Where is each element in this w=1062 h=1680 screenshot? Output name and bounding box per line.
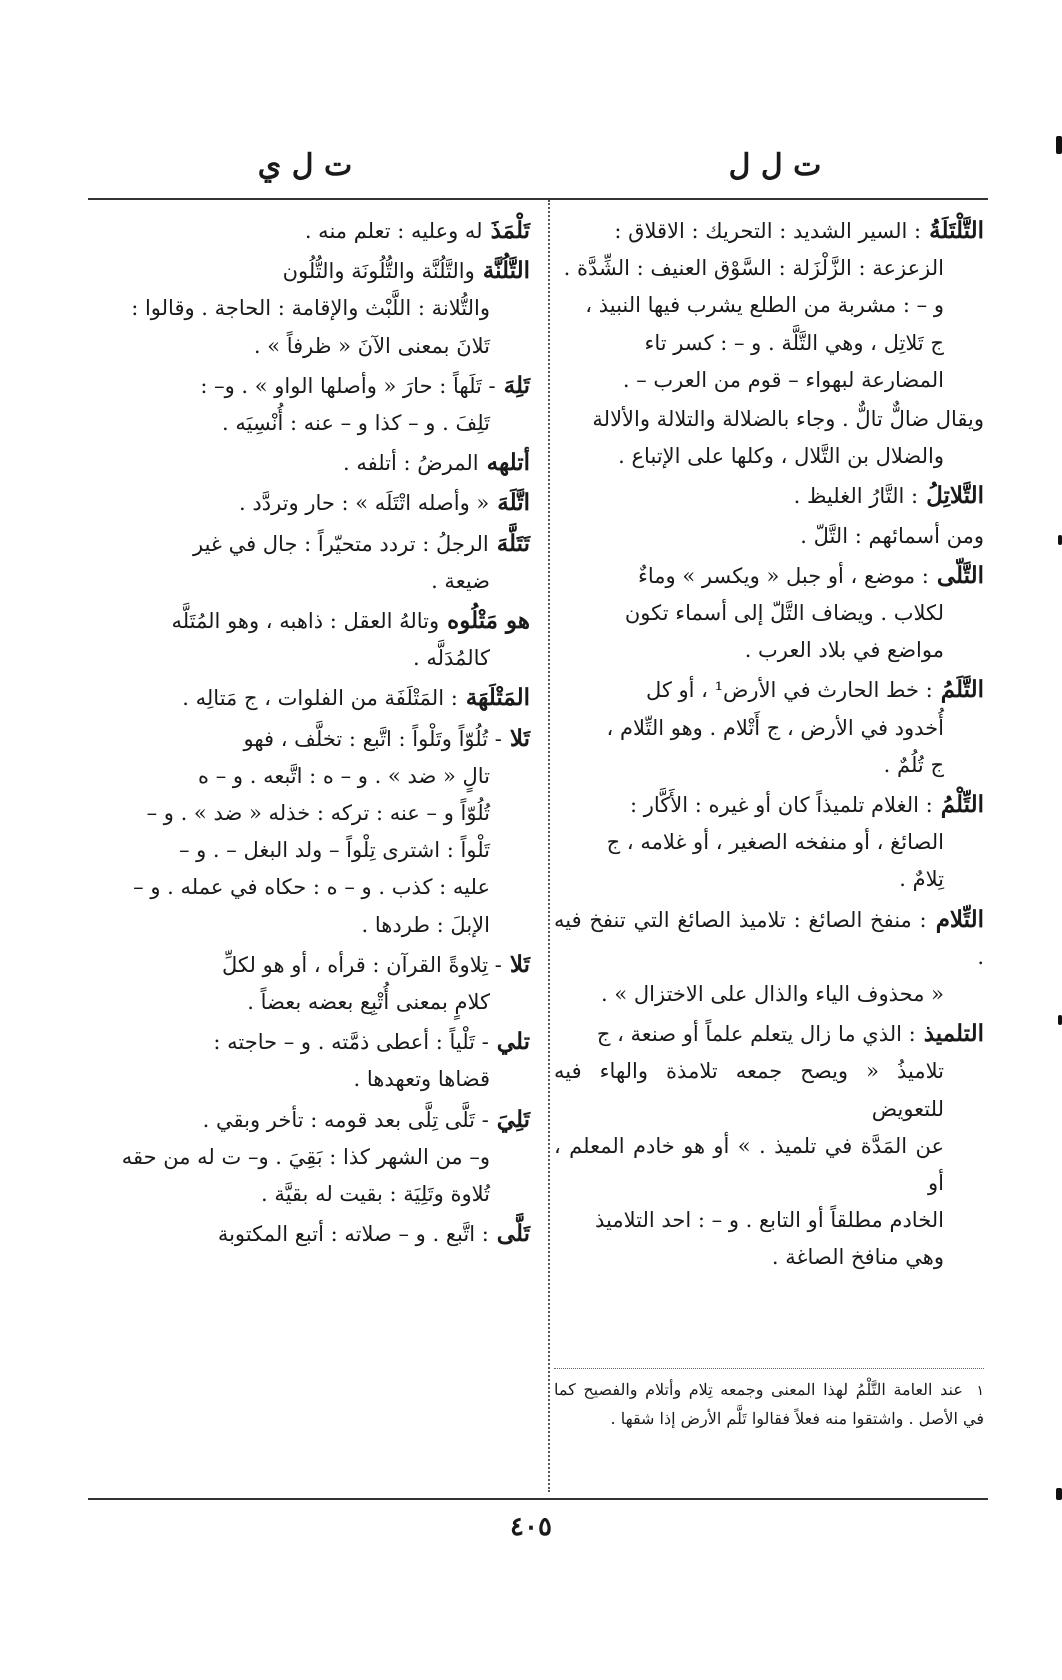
dictionary-entry <box>90 720 530 944</box>
entry-headword: تَلَّى <box>488 1220 530 1248</box>
entry-line: : المَتْلَفَة من الفلوات ، ج مَتالِه . <box>182 686 458 711</box>
footnote <box>554 1376 984 1432</box>
entry-line: الزعزعة : الزَّلْزَلة : السَّوْق العنيف : الشِّدَّة . <box>563 256 944 281</box>
entry-line: قضاها وتعهدها . <box>353 1067 490 1092</box>
entry-line: وتالهُ العقل : ذاهبه ، وهو المُتَلَّه <box>171 609 440 634</box>
entry-headword: اتَّلَهَ <box>489 489 530 517</box>
entry-headword: التَّلاتِلُ <box>918 482 984 510</box>
dictionary-entry <box>90 212 530 250</box>
dictionary-entry <box>90 602 530 677</box>
dictionary-entry <box>90 1023 530 1098</box>
entry-line: - تَلْياً : أعطى ذمَّته . و – حاجته : <box>213 1030 489 1055</box>
edge-mark-top-right <box>1056 136 1062 154</box>
entry-line: كالمُدَلَّه . <box>413 646 490 671</box>
entry-line: له وعليه : تعلم منه . <box>304 219 483 243</box>
entry-line: ج تَلاتِل ، وهي التَّلَّة . و – : كسر تاء <box>644 330 944 355</box>
entry-line: تلاميذُ « ويصح جمعه تلامذة والهاء فيه للتعويض <box>554 1059 944 1121</box>
footnote-text <box>554 1380 984 1428</box>
left-column <box>90 212 530 1255</box>
entry-headword: هو مَتْلُوه <box>439 607 530 635</box>
entry-line: الإبلَ : طردها . <box>361 912 490 937</box>
entry-line: - تُلُوّاً وتَلْواً : اتَّبع : تخلَّف ، فهو <box>243 726 502 751</box>
entry-line: : منفخ الصائغ : تلاميذ الصائغ التي تنفخ فيه . <box>554 907 984 969</box>
entry-line: و – : مشربة من الطلع يشرب فيها النبيذ ، <box>585 293 944 318</box>
dictionary-entry <box>90 484 530 522</box>
header-root-left: ت ل ي <box>257 148 353 183</box>
dictionary-entry <box>90 444 530 482</box>
dictionary-entry <box>90 946 530 1021</box>
entry-headword: التَّلَمُ <box>932 676 984 704</box>
entry-line: والتُّلانة : اللَّبْث والإقامة : الحاجة . وقالوا : <box>131 296 490 321</box>
entry-line: تَلانَ بمعنى الآنَ « ظرفاً » . <box>253 333 490 358</box>
entry-line: تِلامٌ . <box>899 867 944 892</box>
entry-headword: تَلا <box>501 724 530 752</box>
entry-headword: التلميذ <box>915 1020 984 1048</box>
entry-line: عن المَدَّة في تلميذ . » أو هو خادم المعلم ، أو <box>554 1133 944 1196</box>
footer-rule <box>88 1498 988 1500</box>
entry-headword: تَلِيَ <box>488 1105 530 1133</box>
entry-headword: التَّلّى <box>928 561 984 589</box>
entry-line: و– من الشهر كذا : بَقِيَ . و– ت له من حقه <box>121 1144 490 1169</box>
dictionary-entry <box>90 525 530 600</box>
entry-line: الخادم مطلقاً أو التابع . و – : احد التلاميذ <box>595 1208 944 1233</box>
entry-headword: التِّلْمُ <box>932 791 984 819</box>
footnote-rule <box>554 1368 984 1369</box>
dictionary-entry <box>554 557 984 670</box>
footnote-line: شقها . <box>610 1409 655 1428</box>
dictionary-entry <box>554 518 984 555</box>
edge-mark-low-right <box>1058 1015 1062 1025</box>
edge-mark-bottom-right <box>1056 1488 1062 1500</box>
entry-line: والتَّلُنَّة والتُّلُونَة والتُّلُون <box>282 259 475 284</box>
header-rule <box>88 198 988 200</box>
header-root-right: ت ل ل <box>728 148 822 183</box>
entry-line: الصائغ ، أو منفخه الصغير ، أو غلامه ، ج <box>606 830 944 855</box>
entry-line: : الغلام تلميذاً كان أو غيره : الأَكَّار : <box>630 793 933 818</box>
edge-mark-mid-right <box>1058 535 1062 545</box>
entry-line: مواضع في بلاد العرب . <box>744 638 944 663</box>
entry-line: : الذي ما زال يتعلم علماً أو صنعة ، ج <box>596 1022 916 1047</box>
entry-headword: تَتَلَّهَ <box>488 529 530 557</box>
entry-line: - تَلَّى تِلَّى بعد قومه : تأخر وبقي . <box>202 1107 489 1132</box>
column-divider <box>548 200 550 1492</box>
dictionary-entry <box>90 1215 530 1253</box>
entry-line: - تَلَهاً : حارَ « وأصلها الواو » . و– : <box>200 373 496 398</box>
entry-headword: تَلْمَذَ <box>482 217 530 244</box>
entry-line: تُلاوة وتَلِيَة : بقيت له بقيَّة . <box>260 1182 490 1207</box>
entry-line: : السير الشديد : التحريك : الاقلاق : <box>614 219 922 243</box>
entry-headword: التَّلُنَّة <box>474 257 530 285</box>
dictionary-entry <box>90 1101 530 1214</box>
entry-line: عليه : كذب . و – ه : حكاه في عمله . و – <box>133 875 490 900</box>
entry-line: - تِلاوةً القرآن : قرأه ، أو هو لكلِّ <box>222 952 502 977</box>
entry-line: تَلِفَ . و – كذا و – عنه : أُنْسِيَه . <box>222 411 490 436</box>
entry-line: : خط الحارث في الأرض¹ ، أو كل <box>645 678 933 703</box>
dictionary-entry <box>554 212 984 399</box>
entry-line: ويقال ضالٌّ تالٌّ . وجاء بالضلالة والتلالة والألالة <box>592 407 984 432</box>
entry-line: والضلال بن التَّلال ، وكلها على الإتباع . <box>618 444 944 469</box>
entry-line: ومن أسمائهم : التَّلّ . <box>800 523 984 548</box>
entry-line: تالٍ « ضد » . و – ه : اتَّبعه . و – ه <box>198 763 490 788</box>
dictionary-entry <box>554 401 984 475</box>
entry-line: : اتَّبع . و – صلاته : أتبع المكتوبة <box>217 1222 489 1247</box>
entry-line: تَلْواً : اشترى تِلْواً – ولد البغل – . و – <box>178 838 490 863</box>
entry-line: المرضُ : أتلفه . <box>343 451 479 476</box>
dictionary-entry <box>554 901 984 1014</box>
entry-line: « محذوف الياء والذال على الاختزال » . <box>601 982 944 1007</box>
entry-line: كلامٍ بمعنى أُتْبِع بعضه بعضاً . <box>247 990 490 1015</box>
entry-headword: التَّلْتَلَةُ <box>921 217 984 244</box>
footnote-number: ١ <box>976 1383 984 1399</box>
entry-line: لكلاب . ويضاف التَّلّ إلى أسماء تكون <box>624 601 944 626</box>
entry-line: ضيعة . <box>431 568 490 593</box>
entry-headword: تلي <box>488 1028 530 1056</box>
entry-line: الرجلُ : تردد متحيّراً : جال في غير <box>193 531 489 556</box>
dictionary-entry <box>554 786 984 899</box>
page-number: ٤٠٥ <box>510 1512 552 1542</box>
entry-line: تُلُوّاً و – عنه : تركه : خذله « ضد » . و – <box>146 801 490 826</box>
entry-line: ج تُلُمٌ . <box>883 752 944 777</box>
dictionary-entry <box>554 477 984 515</box>
entry-headword: تَلا <box>501 950 530 978</box>
entry-line: أُخدود في الأرض ، ج أَتْلام . وهو التِّلام ، <box>606 715 944 740</box>
entry-line: : التَّارُ الغليظ . <box>793 484 919 509</box>
footnote-line: عند العامة التَّلْمُ لهذا المعنى وجمعه تِلام وأتلام والفصيح كما <box>554 1380 963 1399</box>
entry-line: : موضع ، أو جبل « ويكسر » وماءٌ <box>638 563 929 588</box>
entry-line: « وأصله اتْتَلَه » : حار وتردَّد . <box>239 491 490 516</box>
dictionary-entry <box>90 252 530 365</box>
dictionary-entry <box>90 679 530 717</box>
dictionary-entry <box>554 1015 984 1276</box>
entry-line: المضارعة لبهواء – قوم من العرب – . <box>622 367 944 392</box>
dictionary-entry <box>554 671 984 784</box>
right-column <box>554 212 984 1279</box>
entry-headword: أتلهه <box>478 449 530 477</box>
entry-headword: تَلِهَ <box>495 371 530 399</box>
entry-line: وهي منافخ الصاغة . <box>771 1245 944 1270</box>
entry-headword: المَتْلَهَة <box>457 684 530 712</box>
page-header <box>90 148 990 198</box>
footnote-line: في الأصل . واشتقوا منه فعلاً فقالوا تَلَّم الأرض إذا <box>654 1409 984 1428</box>
entry-headword: التِّلام <box>926 905 984 933</box>
dictionary-entry <box>90 367 530 442</box>
